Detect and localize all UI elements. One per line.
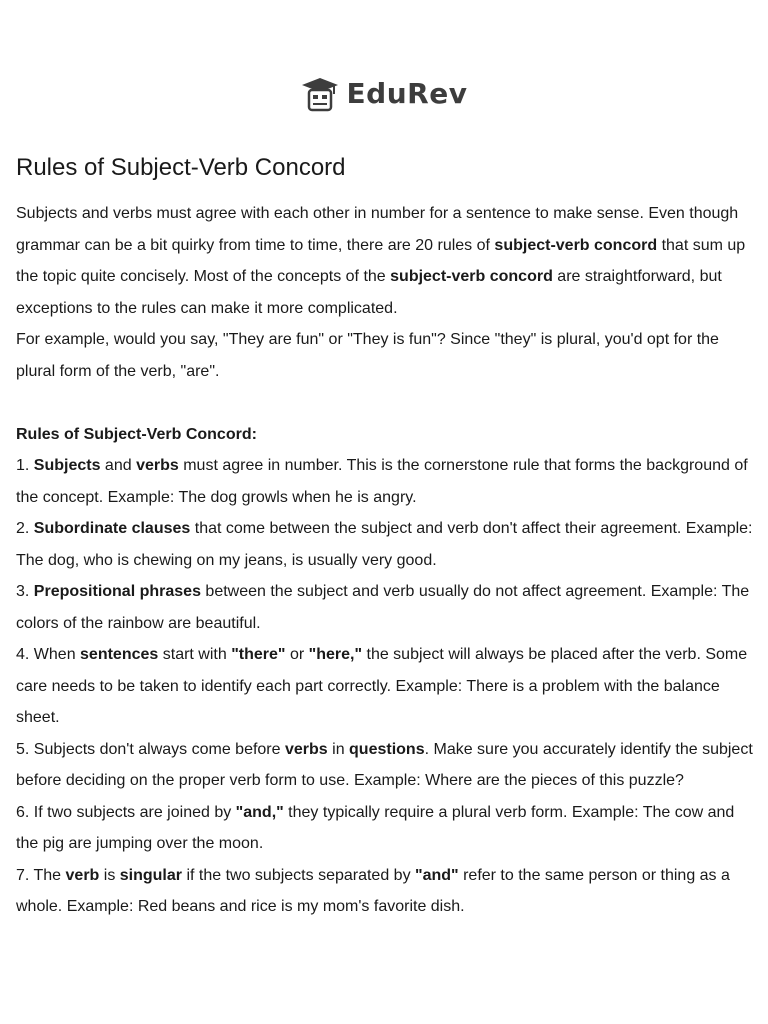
page-title: Rules of Subject-Verb Concord xyxy=(16,154,346,181)
edurev-logo[interactable] xyxy=(0,76,768,112)
intro-paragraph: Subjects and verbs must agree with each other in number for a sentence to make sense. Even though grammar can be a bit quirky from time to time, there are 20 rules of subject-verb concord that sum up the topic quite concisely. Most of the concepts of the subject-verb concord are straightforward, but exceptions to the rules can make it more complicated. xyxy=(16,205,746,317)
rules-heading: Rules of Subject-Verb Concord: xyxy=(16,425,257,443)
rule-2: 2. Subordinate clauses that come between the subject and verb don't affect their agreement. Example: The dog, who is chewing on my jeans, is usually very good. xyxy=(16,520,753,569)
rule-1: 1. Subjects and verbs must agree in number. This is the cornerstone rule that forms the background of the concept. Example: The dog growls when he is angry. xyxy=(16,457,748,506)
brand-name: EduRev xyxy=(346,77,468,110)
rule-4: 4. When sentences start with "there" or "here," the subject will always be placed after the verb. Some care needs to be taken to identify each part correctly. Example: There is a problem with the balance sheet. xyxy=(16,646,748,726)
rule-7: 7. The verb is singular if the two subjects separated by "and" refer to the same person or thing as a whole. Example: Red beans and rice is my mom's favorite dish. xyxy=(16,866,730,915)
example-paragraph: For example, would you say, "They are fun" or "They is fun"? Since "they" is plural, you'd opt for the plural form of the verb, "are". xyxy=(16,331,719,380)
graduate-robot-icon xyxy=(301,76,339,112)
article-body xyxy=(16,198,756,923)
rule-5: 5. Subjects don't always come before verbs in questions. Make sure you accurately identify the subject before deciding on the proper verb form to use. Example: Where are the pieces of this puzzle? xyxy=(16,740,753,789)
rule-6: 6. If two subjects are joined by "and," they typically require a plural verb form. Example: The cow and the pig are jumping over the moon. xyxy=(16,803,735,852)
rule-3: 3. Prepositional phrases between the subject and verb usually do not affect agreement. Example: The colors of the rainbow are beautiful. xyxy=(16,583,750,632)
